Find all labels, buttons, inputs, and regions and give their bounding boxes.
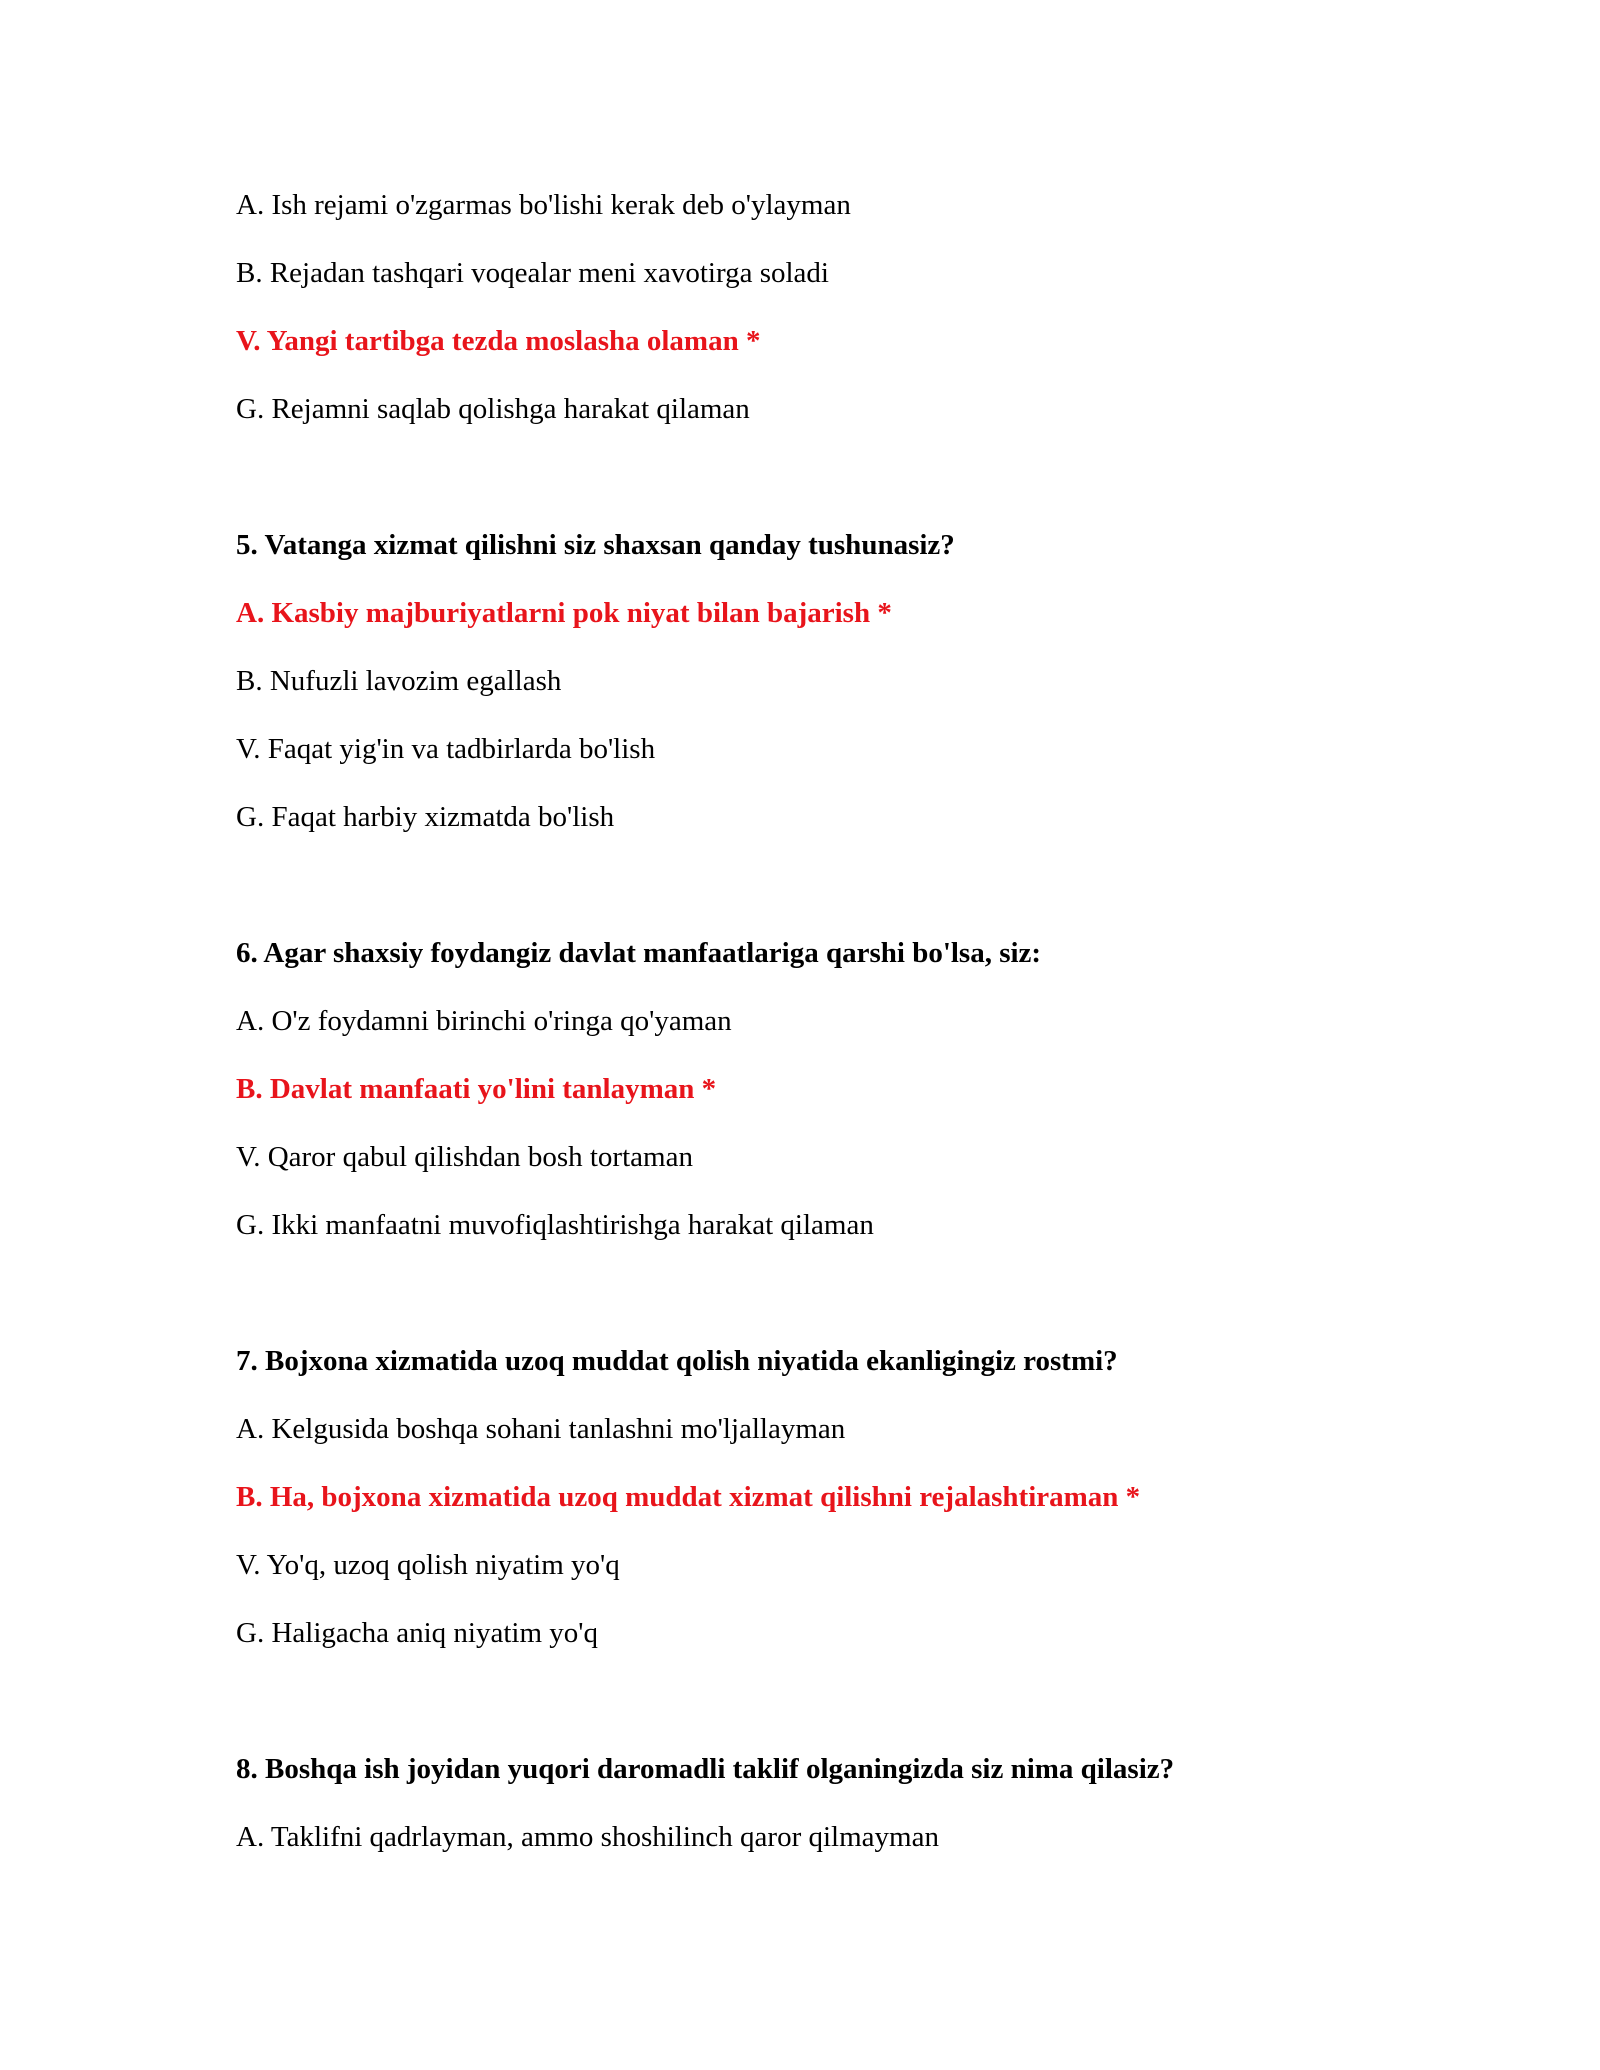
answer-option: A. Kelgusida boshqa sohani tanlashni mo'ljallayman: [236, 1413, 846, 1445]
correct-answer-option: V. Yangi tartibga tezda moslasha olaman *: [236, 325, 761, 357]
answer-option: V. Faqat yig'in va tadbirlarda bo'lish: [236, 733, 656, 765]
correct-answer-option: B. Davlat manfaati yo'lini tanlayman *: [236, 1073, 717, 1105]
answer-option: V. Yo'q, uzoq qolish niyatim yo'q: [236, 1549, 620, 1581]
answer-option: V. Qaror qabul qilishdan bosh tortaman: [236, 1141, 693, 1173]
answer-option: G. Rejamni saqlab qolishga harakat qilaman: [236, 393, 750, 425]
answer-option: B. Nufuzli lavozim egallash: [236, 665, 562, 697]
question-spacer: [236, 1276, 1420, 1344]
correct-answer-option: B. Ha, bojxona xizmatida uzoq muddat xizmat qilishni rejalashtiraman *: [236, 1481, 1141, 1513]
question-spacer: [236, 460, 1420, 528]
question-text: 7. Bojxona xizmatida uzoq muddat qolish niyatida ekanligingiz rostmi?: [236, 1345, 1118, 1377]
correct-answer-option: A. Kasbiy majburiyatlarni pok niyat bilan bajarish *: [236, 597, 892, 629]
question-text: 6. Agar shaxsiy foydangiz davlat manfaatlariga qarshi bo'lsa, siz:: [236, 937, 1042, 969]
question-spacer: [236, 1684, 1420, 1752]
answer-option: B. Rejadan tashqari voqealar meni xavotirga soladi: [236, 257, 829, 289]
answer-option: G. Haligacha aniq niyatim yo'q: [236, 1617, 598, 1649]
answer-option: A. O'z foydamni birinchi o'ringa qo'yaman: [236, 1005, 732, 1037]
question-spacer: [236, 868, 1420, 936]
quiz-content: [236, 188, 1420, 1854]
answer-option: A. Taklifni qadrlayman, ammo shoshilinch qaror qilmayman: [236, 1821, 939, 1853]
answer-option: G. Ikki manfaatni muvofiqlashtirishga harakat qilaman: [236, 1209, 874, 1241]
answer-option: A. Ish rejami o'zgarmas bo'lishi kerak deb o'ylayman: [236, 189, 851, 221]
question-text: 8. Boshqa ish joyidan yuqori daromadli taklif olganingizda siz nima qilasiz?: [236, 1753, 1175, 1785]
question-text: 5. Vatanga xizmat qilishni siz shaxsan qanday tushunasiz?: [236, 529, 955, 561]
answer-option: G. Faqat harbiy xizmatda bo'lish: [236, 801, 615, 833]
